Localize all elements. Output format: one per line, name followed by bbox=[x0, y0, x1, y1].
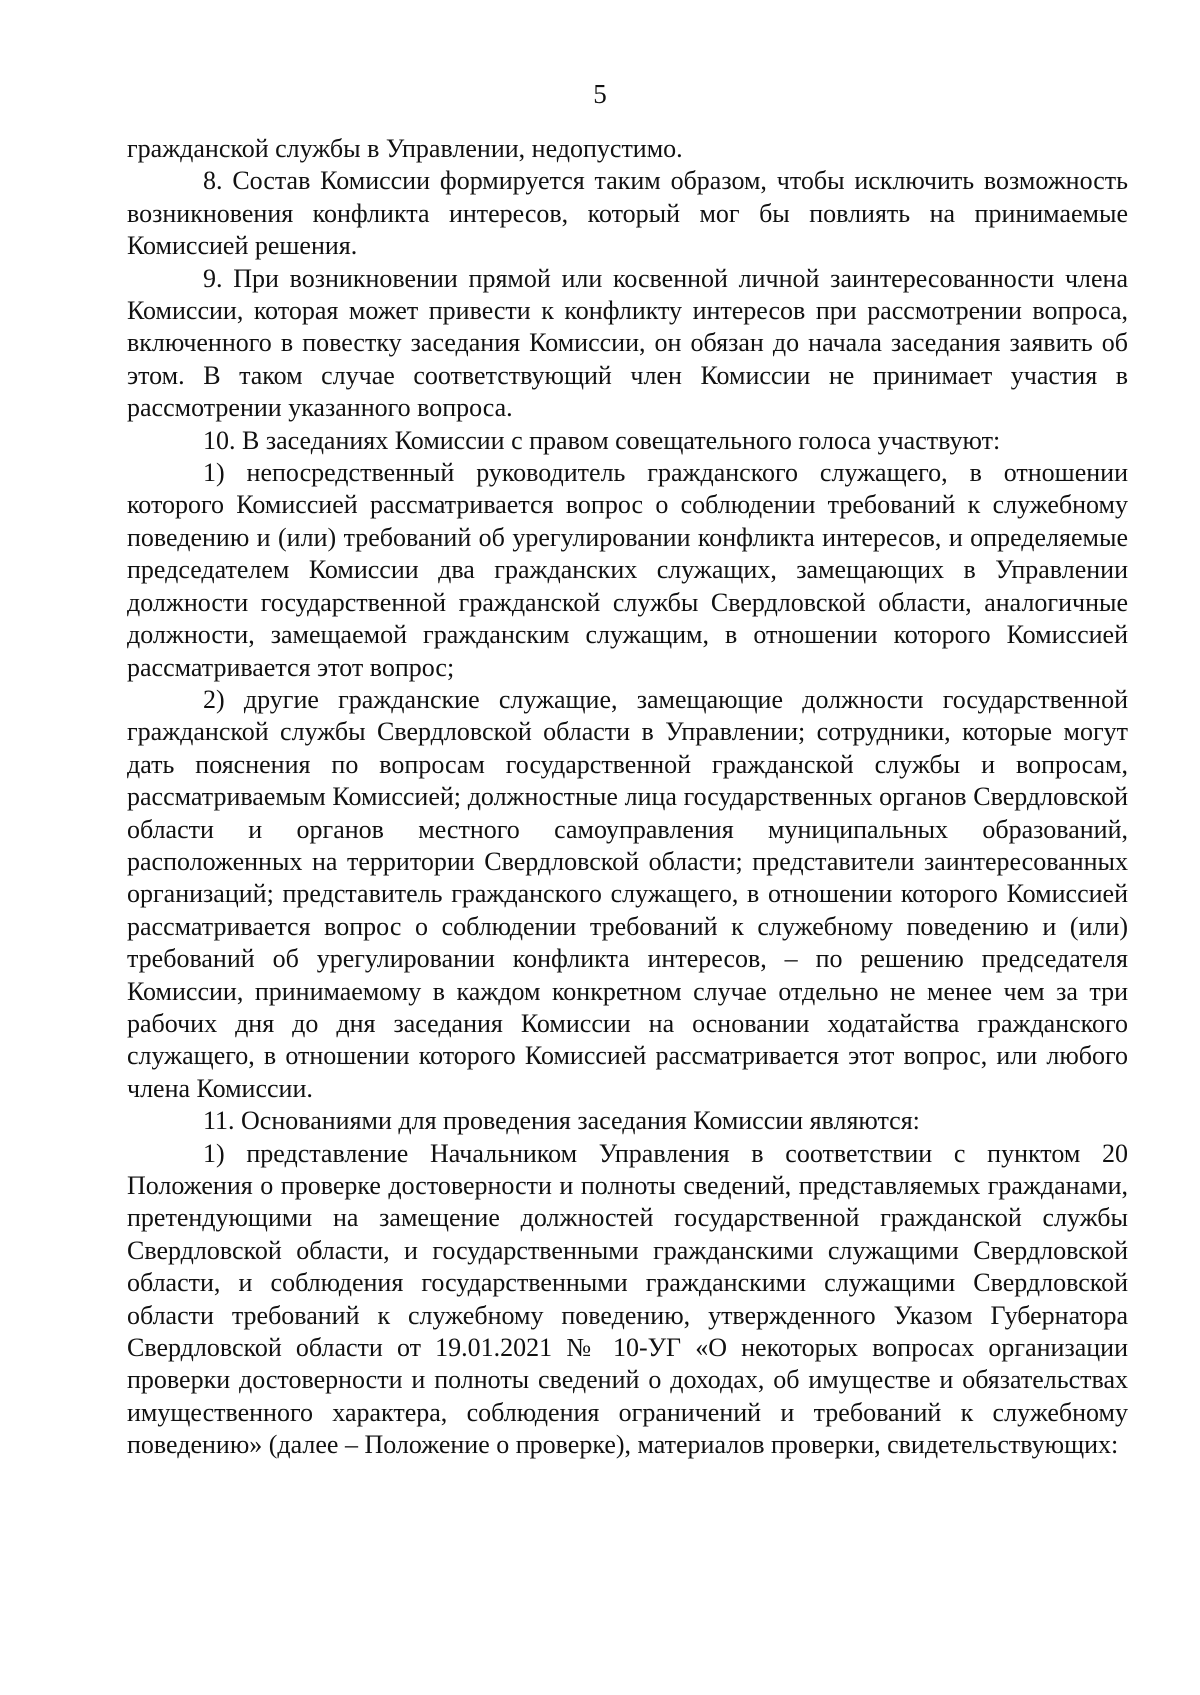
paragraph-item-11-sub-1: 1) представление Начальником Управления в соответствии с пунктом 20 Положения о проверке достоверности и полноты сведений, представляемых гражданами, претендующими на замещение должностей государственной гражданской службы Свердловской области, и государственными гражданскими служащими Свердловской области, и соблюдения государственными гражданскими служащими Свердловской области требований к служебному поведению, утвержденного Указом Губернатора Свердловской области от 19.01.2021 № 10-УГ «О некоторых вопросах организации проверки достоверности и полноты сведений о доходах, об имуществе и обязательствах имущественного характера, соблюдения ограничений и требований к служебному поведению» (далее – Положение о проверке), материалов проверки, свидетельствующих: bbox=[127, 1138, 1128, 1460]
paragraph-item-9: 9. При возникновении прямой или косвенной личной заинтересованности члена Комиссии, которая может привести к конфликту интересов при рассмотрении вопроса, включенного в повестку заседания Комиссии, он обязан до начала заседания заявить об этом. В таком случае соответствующий член Комиссии не принимает участия в рассмотрении указанного вопроса. bbox=[127, 263, 1128, 423]
paragraph-item-10-sub-1: 1) непосредственный руководитель гражданского служащего, в отношении которого Комиссией рассматривается вопрос о соблюдении требований к служебному поведению и (или) требований об урегулировании конфликта интересов, и определяемые председателем Комиссии два гражданских служащих, замещающих в Управлении должности государственной гражданской службы Свердловской области, аналогичные должности, замещаемой гражданским служащим, в отношении которого Комиссией рассматривается этот вопрос; bbox=[127, 458, 1128, 682]
paragraph-item-10-sub-2: 2) другие гражданские служащие, замещающие должности государственной гражданской службы Свердловской области в Управлении; сотрудники, которые могут дать пояснения по вопросам государственной гражданской службы и вопросам, рассматриваемым Комиссией; должностные лица государственных органов Свердловской области и органов местного самоуправления муниципальных образований, расположенных на территории Свердловской области; представители заинтересованных организаций; представитель гражданского служащего, в отношении которого Комиссией рассматривается вопрос о соблюдении требований к служебному поведению и (или) требований об урегулировании конфликта интересов, – по решению председателя Комиссии, принимаемому в каждом конкретном случае отдельно не менее чем за три рабочих дня до дня заседания Комиссии на основании ходатайства гражданского служащего, в отношении которого Комиссией рассматривается этот вопрос, или любого члена Комиссии. bbox=[127, 684, 1128, 1103]
paragraph-item-8: 8. Состав Комиссии формируется таким образом, чтобы исключить возможность возникновения конфликта интересов, который мог бы повлиять на принимаемые Комиссией решения. bbox=[127, 166, 1128, 261]
paragraph-item-10: 10. В заседаниях Комиссии с правом совещательного голоса участвуют: bbox=[203, 425, 1001, 455]
paragraph-continuation: гражданской службы в Управлении, недопустимо. bbox=[127, 134, 683, 163]
document-body bbox=[127, 133, 1128, 1462]
page-number: 5 bbox=[593, 79, 607, 109]
paragraph-item-11: 11. Основаниями для проведения заседания Комиссии являются: bbox=[203, 1106, 920, 1136]
